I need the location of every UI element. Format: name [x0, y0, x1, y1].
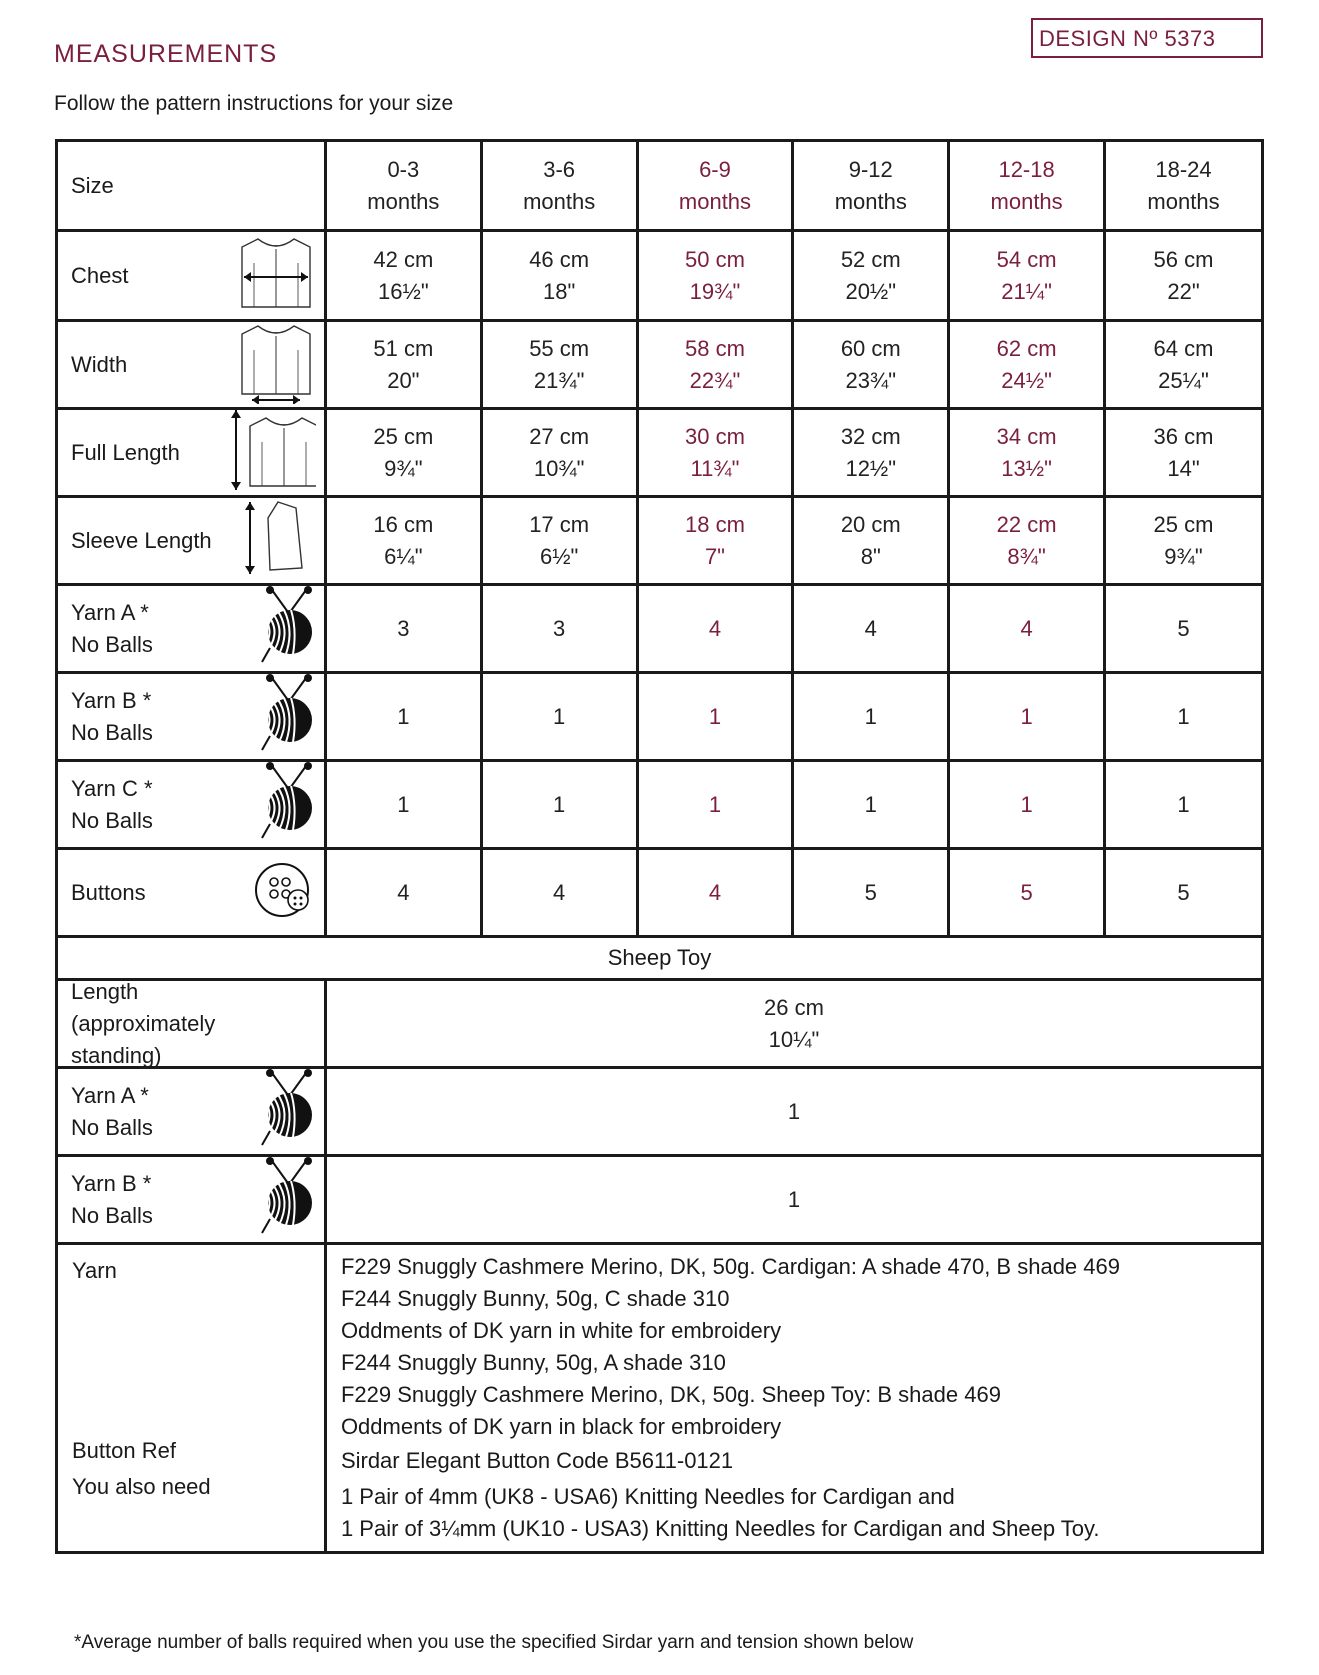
cell-value: 30 cm: [685, 423, 745, 449]
measurement-cell: [637, 231, 793, 321]
yarn-ball-icon: [258, 674, 316, 754]
yarn-ball-icon: [258, 586, 316, 666]
cell-value: 6½": [539, 543, 579, 569]
measurement-cell: [637, 585, 793, 673]
row-label-cell: [57, 849, 326, 937]
cell-value: 1: [1020, 791, 1033, 817]
cell-value: 64 cm: [1153, 335, 1214, 361]
toy-section-title: Sheep Toy: [57, 937, 1263, 980]
cell-value: 54 cm: [996, 246, 1057, 272]
size-range: 12-18: [998, 156, 1055, 182]
cell-value: 5: [1177, 615, 1190, 641]
row-label-cell: [57, 231, 326, 321]
measurement-cell: [1105, 231, 1263, 321]
yarn-ball-icon: [258, 1069, 316, 1149]
size-unit: months: [678, 188, 752, 214]
cell-value: 1: [397, 791, 410, 817]
measurement-cell: [793, 231, 949, 321]
measurement-cell: [481, 849, 637, 937]
cell-value: 22": [1167, 278, 1200, 304]
cell-value: 62 cm: [996, 335, 1057, 361]
cell-value: 56 cm: [1153, 246, 1214, 272]
cell-value: 4: [708, 879, 722, 905]
measurement-cell: [793, 849, 949, 937]
measurement-cell: [949, 231, 1105, 321]
measurement-cell: [1105, 849, 1263, 937]
cell-value: 1: [708, 703, 722, 729]
cell-value: 3: [397, 615, 410, 641]
cell-value: 9¾": [384, 455, 423, 481]
measurement-cell: [949, 673, 1105, 761]
sleeve-length-icon: [240, 498, 316, 578]
size-unit: months: [834, 188, 907, 214]
cell-value: 5: [1177, 879, 1190, 905]
measurement-cell: [637, 321, 793, 409]
cell-value: 1: [553, 703, 566, 729]
measurement-cell: [793, 673, 949, 761]
measurement-cell: [325, 321, 481, 409]
measurement-cell: [1105, 585, 1263, 673]
cell-value: 4: [397, 879, 410, 905]
cell-value: 1: [553, 791, 566, 817]
measurement-row: [57, 849, 1263, 937]
footnote: *Average number of balls required when you use the specified Sirdar yarn and tension shown below: [74, 1632, 914, 1653]
measurement-cell: [793, 497, 949, 585]
cell-value: 26 cm: [764, 994, 824, 1020]
row-label-line: standing): [71, 1042, 162, 1068]
row-label-line: Length: [71, 978, 139, 1004]
cell-value: 1: [787, 1098, 801, 1124]
cell-value: 16½": [378, 278, 429, 304]
cell-value: 25 cm: [1153, 511, 1214, 537]
size-range: 0-3: [387, 156, 420, 182]
cell-value: 46 cm: [529, 246, 590, 272]
yarn-ball-icon: [258, 1157, 316, 1237]
toy-row: [57, 980, 1263, 1068]
row-label-cell: [57, 1068, 326, 1156]
size-range: 3-6: [543, 156, 576, 182]
cell-value: 10¾": [533, 455, 585, 481]
row-label-line: Buttons: [71, 879, 146, 905]
cell-value: 25¼": [1158, 367, 1209, 393]
materials-row: [57, 1244, 1263, 1553]
measurements-table: [55, 139, 1264, 1554]
size-range: 9-12: [848, 156, 893, 182]
measurement-cell: [1105, 497, 1263, 585]
size-label-cell: [57, 141, 326, 231]
measurement-cell: [325, 231, 481, 321]
measurement-cell: [1105, 673, 1263, 761]
materials-details-cell: [325, 1244, 1262, 1553]
measurement-cell: [481, 231, 637, 321]
measurement-cell: [793, 409, 949, 497]
row-label-line: Yarn B *: [71, 1170, 152, 1196]
measurement-cell: [949, 497, 1105, 585]
size-range: 6-9: [699, 156, 731, 182]
yarn-line: Oddments of DK yarn in black for embroidery: [340, 1414, 782, 1439]
size-column-header: [1105, 141, 1263, 231]
yarn-line: F229 Snuggly Cashmere Merino, DK, 50g. Cardigan: A shade 470, B shade 469: [340, 1254, 1120, 1279]
measurement-cell: [949, 849, 1105, 937]
cell-value: 8": [860, 543, 881, 569]
measurement-cell: [325, 761, 481, 849]
size-unit: months: [1147, 188, 1220, 214]
row-label-line: Sleeve Length: [71, 527, 212, 553]
row-label-line: No Balls: [71, 1114, 153, 1140]
size-header-row: [57, 141, 1263, 231]
measurement-cell: [481, 673, 637, 761]
cell-value: 14": [1167, 455, 1200, 481]
cell-value: 25 cm: [373, 423, 434, 449]
yarn-label: Yarn: [72, 1258, 117, 1283]
row-label-cell: [57, 761, 326, 849]
measurement-cell: [1105, 321, 1263, 409]
cell-value: 20": [387, 367, 420, 393]
size-unit: months: [367, 188, 440, 214]
measurement-row: [57, 673, 1263, 761]
cell-value: 55 cm: [529, 335, 590, 361]
button-ref-label: Button Ref: [72, 1438, 176, 1463]
design-number: DESIGN Nº 5373: [1039, 26, 1216, 51]
needle-line: 1 Pair of 3¼mm (UK10 - USA3) Knitting Needles for Cardigan and Sheep Toy.: [340, 1516, 1100, 1541]
design-number-box: [1031, 18, 1263, 58]
cell-value: 19¾": [689, 278, 741, 304]
cell-value: 32 cm: [840, 423, 901, 449]
cell-value: 21¾": [533, 367, 585, 393]
cell-value: 9¾": [1164, 543, 1203, 569]
measurement-cell: [325, 673, 481, 761]
row-label-cell: [57, 585, 326, 673]
row-label-line: Yarn B *: [71, 687, 152, 713]
row-label-line: Yarn C *: [71, 775, 153, 801]
cell-value: 1: [864, 791, 877, 817]
cell-value: 1: [708, 791, 722, 817]
cell-value: 1: [787, 1186, 801, 1212]
row-label-line: No Balls: [71, 719, 153, 745]
row-label-cell: [57, 497, 326, 585]
cell-value: 50 cm: [685, 246, 745, 272]
cell-value: 12½": [845, 455, 897, 481]
row-label-cell: [57, 980, 326, 1068]
measurement-row: [57, 497, 1263, 585]
size-column-header: [481, 141, 637, 231]
measurement-row: [57, 231, 1263, 321]
row-label-line: Width: [71, 351, 128, 377]
cell-value: 1: [1177, 703, 1190, 729]
measurement-cell: [325, 585, 481, 673]
measurement-cell: [949, 321, 1105, 409]
cell-value: 23¾": [845, 367, 897, 393]
measurement-cell: [481, 497, 637, 585]
size-column-header: [949, 141, 1105, 231]
yarn-line: F244 Snuggly Bunny, 50g, A shade 310: [340, 1350, 726, 1375]
row-label-cell: [57, 409, 326, 497]
measurement-row: [57, 409, 1263, 497]
page-title: MEASUREMENTS: [54, 40, 278, 68]
row-label-line: No Balls: [71, 631, 153, 657]
cell-value: 42 cm: [373, 246, 434, 272]
cell-value: 58 cm: [685, 335, 745, 361]
row-label-line: Full Length: [71, 439, 180, 465]
measurement-cell: [481, 585, 637, 673]
toy-row: [57, 1156, 1263, 1244]
cell-value: 36 cm: [1153, 423, 1214, 449]
also-need-label: You also need: [72, 1474, 211, 1499]
cell-value: 34 cm: [996, 423, 1057, 449]
measurement-cell: [637, 849, 793, 937]
yarn-line: Oddments of DK yarn in white for embroidery: [340, 1318, 782, 1343]
cell-value: 1: [1177, 791, 1190, 817]
cardigan-chest-icon: [238, 233, 316, 313]
cell-value: 60 cm: [840, 335, 901, 361]
cell-value: 4: [708, 615, 722, 641]
toy-section-row: [57, 937, 1263, 980]
yarn-line: F229 Snuggly Cashmere Merino, DK, 50g. Sheep Toy: B shade 469: [340, 1382, 1001, 1407]
button-ref-value: Sirdar Elegant Button Code B5611-0121: [340, 1448, 734, 1473]
cell-value: 13½": [1001, 455, 1052, 481]
size-range: 18-24: [1155, 156, 1212, 182]
cell-value: 18": [543, 278, 576, 304]
measurement-cell: [637, 761, 793, 849]
measurement-cell: [793, 761, 949, 849]
page-subtitle: Follow the pattern instructions for your size: [54, 92, 454, 115]
cell-value: 3: [553, 615, 566, 641]
cell-value: 7": [704, 543, 725, 569]
size-column-header: [325, 141, 481, 231]
cell-value: 20½": [845, 278, 897, 304]
row-label-cell: [57, 1156, 326, 1244]
measurement-row: [57, 761, 1263, 849]
measurement-cell: [949, 761, 1105, 849]
cell-value: 5: [864, 879, 877, 905]
button-icon: [252, 860, 316, 920]
measurement-cell: [637, 409, 793, 497]
row-label-line: Yarn A *: [71, 599, 149, 625]
measurement-cell: [637, 497, 793, 585]
measurement-cell: [325, 409, 481, 497]
cell-value: 22¾": [689, 367, 741, 393]
size-column-header: [637, 141, 793, 231]
measurement-cell: [1105, 761, 1263, 849]
measurement-cell: [481, 321, 637, 409]
measurement-cell: [637, 673, 793, 761]
toy-value-cell: [325, 980, 1262, 1068]
cell-value: 4: [864, 615, 877, 641]
cell-value: 4: [1020, 615, 1033, 641]
size-column-header: [793, 141, 949, 231]
cardigan-width-icon: [238, 320, 316, 404]
row-label-line: Chest: [71, 262, 129, 288]
measurement-cell: [481, 761, 637, 849]
measurement-cell: [949, 585, 1105, 673]
materials-labels-cell: [57, 1244, 326, 1553]
cell-value: 52 cm: [840, 246, 901, 272]
cell-value: 21¼": [1001, 278, 1052, 304]
cell-value: 10¼": [768, 1026, 820, 1052]
measurement-row: [57, 585, 1263, 673]
cell-value: 1: [397, 703, 410, 729]
cell-value: 6¼": [384, 543, 423, 569]
measurement-cell: [325, 849, 481, 937]
cardigan-length-icon: [228, 408, 316, 492]
cell-value: 17 cm: [529, 511, 590, 537]
cell-value: 20 cm: [840, 511, 901, 537]
cell-value: 1: [1020, 703, 1033, 729]
toy-value-cell: [325, 1156, 1262, 1244]
measurement-cell: [325, 497, 481, 585]
cell-value: 18 cm: [685, 511, 745, 537]
measurement-row: [57, 321, 1263, 409]
row-label-line: No Balls: [71, 1202, 153, 1228]
size-unit: months: [523, 188, 596, 214]
toy-row: [57, 1068, 1263, 1156]
size-unit: months: [990, 188, 1063, 214]
row-label-line: No Balls: [71, 807, 153, 833]
row-label-line: Yarn A *: [71, 1082, 149, 1108]
needle-line: 1 Pair of 4mm (UK8 - USA6) Knitting Needles for Cardigan and: [340, 1484, 955, 1509]
cell-value: 5: [1020, 879, 1033, 905]
measurement-cell: [793, 585, 949, 673]
cell-value: 8¾": [1007, 543, 1046, 569]
cell-value: 27 cm: [529, 423, 590, 449]
size-label: Size: [71, 172, 114, 198]
measurement-cell: [793, 321, 949, 409]
row-label-line: (approximately: [71, 1010, 216, 1036]
cell-value: 51 cm: [373, 335, 434, 361]
yarn-ball-icon: [258, 762, 316, 842]
cell-value: 1: [864, 703, 877, 729]
measurement-cell: [949, 409, 1105, 497]
measurement-cell: [1105, 409, 1263, 497]
row-label-cell: [57, 673, 326, 761]
cell-value: 24½": [1001, 367, 1052, 393]
cell-value: 16 cm: [373, 511, 434, 537]
cell-value: 4: [553, 879, 566, 905]
cell-value: 22 cm: [996, 511, 1057, 537]
cell-value: 11¾": [690, 455, 740, 481]
yarn-line: F244 Snuggly Bunny, 50g, C shade 310: [340, 1286, 730, 1311]
measurement-cell: [481, 409, 637, 497]
toy-value-cell: [325, 1068, 1262, 1156]
row-label-cell: [57, 321, 326, 409]
